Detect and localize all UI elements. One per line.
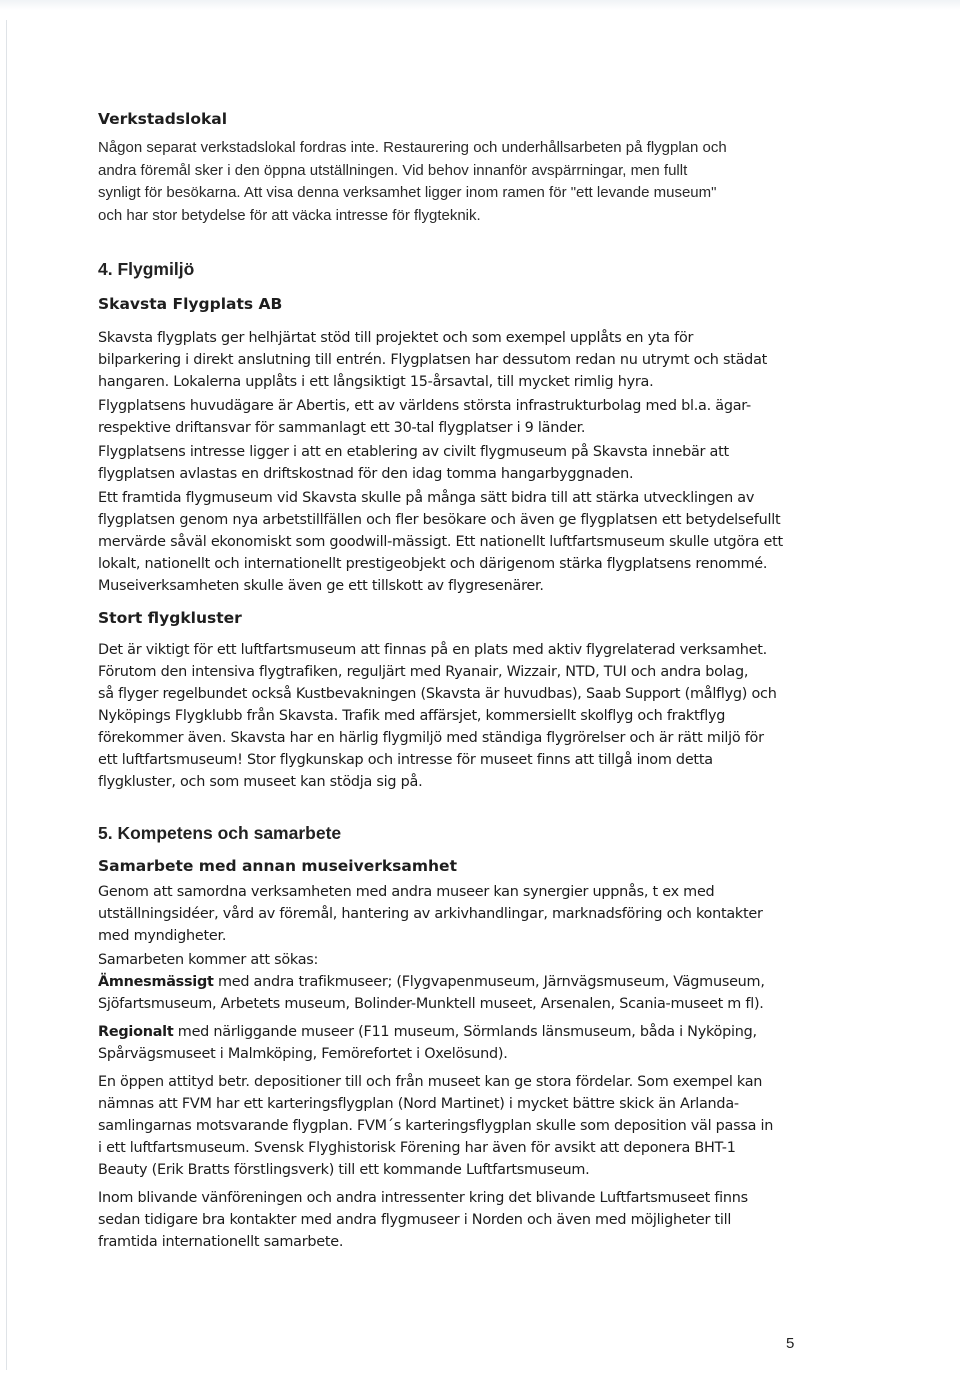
section-5-subheading: Samarbete med annan museiverksamhet <box>98 857 457 875</box>
thematic-text: med andra trafikmuseer; (Flygvapenmuseum, Järnvägsmuseum, Vägmuseum, <box>213 974 765 990</box>
text-line: och har stor betydelse för att väcka intresse för flygteknik. <box>98 206 481 224</box>
text-line: sedan tidigare bra kontakter med andra flygmuseer i Norden och även med möjligheter till <box>98 1212 732 1228</box>
text-line: Inom blivande vänföreningen och andra intressenter kring det blivande Luftfartsmuseet finns <box>98 1190 748 1206</box>
text-line <box>98 971 818 993</box>
text-line: Förutom den intensiva flygtrafiken, reguljärt med Ryanair, Wizzair, NTD, TUI och andra bolag, <box>98 664 749 680</box>
text-line: Flygplatsens huvudägare är Abertis, ett av världens största infrastrukturbolag med bl.a. ägar- <box>98 398 751 414</box>
text-line: ett luftfartsmuseum! Stor flygkunskap och intresse för museet finns att tillgå inom detta <box>98 752 713 768</box>
cooperation-seek-line <box>98 949 818 971</box>
section-5-intro <box>98 881 818 947</box>
section-4-subheading: Skavsta Flygplats AB <box>98 295 283 313</box>
text-line: flygplatsen avlastas en driftskostnad för den idag tomma hangarbyggnaden. <box>98 466 634 482</box>
text-line: nämnas att FVM har ett karteringsflygplan (Nord Martinet) i mycket bättre skick än Arlanda- <box>98 1096 739 1112</box>
text-line: mervärde såväl ekonomiskt som goodwill-mässigt. Ett nationellt luftfartsmuseum skulle utgöra ett <box>98 534 783 550</box>
text-line: Någon separat verkstadslokal fordras inte. Restaurering och underhållsarbeten på flygplan och <box>98 139 727 156</box>
text-line: Ett framtida flygmuseum vid Skavsta skulle på många sätt bidra till att stärka utvecklingen av <box>98 490 755 506</box>
text-line: Nyköpings Flygklubb från Skavsta. Trafik med affärsjet, kommersiellt skolflyg och fraktflyg <box>98 708 726 724</box>
thematic-label: Ämnesmässigt <box>98 974 214 990</box>
closing-paragraph <box>98 1187 818 1253</box>
text-line: flygplatsen genom nya arbetstillfällen och fler besökare och även ge flygplatsen ett betydelsefullt <box>98 512 781 528</box>
page-number: 5 <box>786 1335 795 1352</box>
section-4-paragraph <box>98 327 818 393</box>
regional-cooperation <box>98 1021 818 1065</box>
text-line: andra föremål sker i den öppna utställningen. Vid behov innanför avspärrningar, men fullt <box>98 161 688 179</box>
text-line: Det är viktigt för ett luftfartsmuseum att finnas på en plats med aktiv flygrelaterad verksamhet. <box>98 642 767 658</box>
scan-edge-left <box>6 20 7 1370</box>
text-line <box>98 1021 818 1043</box>
text-line: Samarbeten kommer att sökas: <box>98 952 319 968</box>
text-line: synligt för besökarna. Att visa denna verksamhet ligger inom ramen för "ett levande museum" <box>98 184 717 201</box>
workshop-heading: Verkstadslokal <box>98 110 228 128</box>
text-line: respektive driftansvar för sammanlagt ett 30-tal flygplatser i 9 länder. <box>98 420 586 436</box>
section-5-title: 5. Kompetens och samarbete <box>98 823 342 843</box>
text-line: Spårvägsmuseet i Malmköping, Femörefortet i Oxelösund). <box>98 1046 508 1062</box>
workshop-paragraph <box>98 137 818 227</box>
section-4-paragraph <box>98 487 818 597</box>
section-4-paragraph <box>98 441 818 485</box>
text-line: i ett luftfartsmuseum. Svensk Flyghistorisk Förening har även för avsikt att deponera BHT-1 <box>98 1140 736 1156</box>
text-line: Museiverksamheten skulle även ge ett tillskott av flygresenärer. <box>98 578 544 594</box>
thematic-cooperation <box>98 971 818 1015</box>
section-4-title: 4. Flygmiljö <box>98 259 195 279</box>
text-line: bilparkering i direkt anslutning till entrén. Flygplatsen har dessutom redan nu utrymt och städat <box>98 352 768 368</box>
text-line: Flygplatsens intresse ligger i att en etablering av civilt flygmuseum på Skavsta innebär att <box>98 444 729 460</box>
text-line: så flyger regelbundet också Kustbevakningen (Skavsta är huvudbas), Saab Support (målflyg) och <box>98 686 777 702</box>
text-line: Genom att samordna verksamheten med andra museer kan synergier uppnås, t ex med <box>98 884 715 900</box>
deposit-paragraph <box>98 1071 818 1181</box>
text-line: Skavsta flygplats ger helhjärtat stöd till projektet och som exempel upplåts en yta för <box>98 330 694 346</box>
text-line: förekommer även. Skavsta har en härlig flygmiljö med ständiga flygrörelser och är rätt miljö för <box>98 730 764 746</box>
text-line: flygkluster, och som museet kan stödja sig på. <box>98 774 423 790</box>
section-4-paragraph <box>98 395 818 439</box>
regional-label: Regionalt <box>98 1024 174 1040</box>
text-line: med myndigheter. <box>98 928 227 944</box>
text-line: En öppen attityd betr. depositioner till och från museet kan ge stora fördelar. Som exempel kan <box>98 1074 763 1090</box>
text-line: samlingarnas motsvarande flygplan. FVM´s karteringsflygplan skulle som deposition väl passa in <box>98 1118 774 1134</box>
cluster-heading: Stort flygkluster <box>98 609 242 627</box>
text-line: Beauty (Erik Bratts förstlingsverk) till ett kommande Luftfartsmuseum. <box>98 1162 590 1178</box>
text-line: Sjöfartsmuseum, Arbetets museum, Bolinder-Munktell museet, Arsenalen, Scania-museet m fl). <box>98 996 764 1012</box>
text-line: utställningsidéer, vård av föremål, hantering av arkivhandlingar, marknadsföring och kontakter <box>98 906 763 922</box>
text-line: framtida internationellt samarbete. <box>98 1234 344 1250</box>
text-line: hangaren. Lokalerna upplåts i ett långsiktigt 15-årsavtal, till mycket rimlig hyra. <box>98 374 654 390</box>
document-page <box>98 108 818 1253</box>
scan-edge-top <box>0 0 960 10</box>
regional-text: med närliggande museer (F11 museum, Sörmlands länsmuseum, båda i Nyköping, <box>173 1024 757 1040</box>
cluster-paragraph <box>98 639 818 793</box>
text-line: lokalt, nationellt och internationellt prestigeobjekt och därigenom stärka flygplatsens renommé. <box>98 556 768 572</box>
